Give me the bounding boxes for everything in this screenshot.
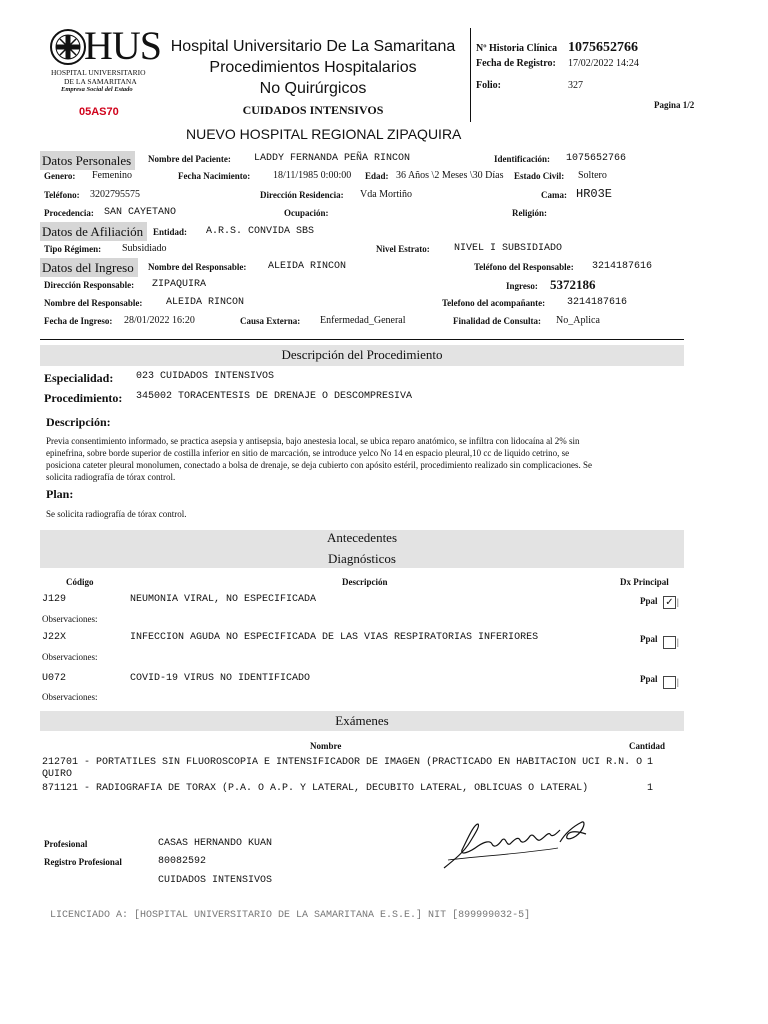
fecha-registro-label: Fecha de Registro:	[476, 58, 556, 69]
procedencia-value: SAN CAYETANO	[104, 207, 177, 218]
logo-subtitle-2: DE LA SAMARITANA	[64, 77, 137, 86]
especialidad-label: Especialidad:	[44, 371, 114, 385]
identificacion-value: 1075652766	[566, 153, 627, 164]
profesional-especialidad: CUIDADOS INTENSIVOS	[158, 875, 273, 886]
genero-label: Genero:	[44, 171, 76, 181]
telefono-label: Teléfono:	[44, 190, 80, 200]
examen-line: 212701 - PORTATILES SIN FLUOROSCOPIA E INTENSIFICADOR DE IMAGEN (PRACTICADO EN HABITACION UCI R.N. O	[42, 757, 643, 768]
hospital-name: NUEVO HOSPITAL REGIONAL ZIPAQUIRA	[186, 126, 462, 142]
fecha-ingreso-value: 28/01/2022 16:20	[124, 315, 195, 326]
diag-descripcion: INFECCION AGUDA NO ESPECIFICADA DE LAS VIAS RESPIRATORIAS INFERIORES	[130, 632, 539, 643]
telefono-responsable-label: Teléfono del Responsable:	[474, 262, 574, 272]
examen-cantidad: 1	[647, 783, 654, 794]
observaciones-label: Observaciones:	[42, 652, 98, 662]
entidad-value: A.R.S. CONVIDA SBS	[206, 226, 315, 237]
examenes-title: Exámenes	[335, 713, 389, 728]
section-divider	[40, 339, 684, 340]
causa-externa-label: Causa Externa:	[240, 316, 301, 326]
telefono-acompanante-value: 3214187616	[567, 297, 628, 308]
section-datos-personales: Datos Personales	[40, 151, 135, 170]
fecha-ingreso-label: Fecha de Ingreso:	[44, 316, 113, 326]
procedimiento-value: 345002 TORACENTESIS DE DRENAJE O DESCOMPRESIVA	[136, 391, 413, 402]
diag-codigo: J22X	[42, 632, 67, 643]
direccion-responsable-value: ZIPAQUIRA	[152, 279, 207, 290]
finalidad-label: Finalidad de Consulta:	[453, 316, 542, 326]
examen-cantidad: 1	[647, 757, 654, 768]
descripcion-label: Descripción:	[46, 415, 111, 429]
registro-label: Registro Profesional	[44, 857, 122, 867]
responsable-2-value: ALEIDA RINCON	[166, 297, 245, 308]
section-datos-ingreso: Datos del Ingreso	[40, 258, 138, 277]
dx-principal-checkbox[interactable]: ✓	[663, 596, 676, 609]
dx-principal-checkbox[interactable]	[663, 636, 676, 649]
ppal-label: Ppal	[640, 596, 658, 606]
procedencia-label: Procedencia:	[44, 208, 94, 218]
checkbox-edge: |	[677, 637, 679, 647]
edad-label: Edad:	[365, 171, 389, 181]
fnac-label: Fecha Nacimiento:	[178, 171, 251, 181]
header-divider	[470, 28, 471, 122]
religion-label: Religión:	[512, 208, 548, 218]
page-number: Pagina 1/2	[654, 100, 695, 110]
responsable-2-label: Nombre del Responsable:	[44, 298, 143, 308]
telefono-acompanante-label: Telefono del acompañante:	[442, 298, 546, 308]
tipo-regimen-label: Tipo Régimen:	[44, 244, 102, 254]
descripcion-line-1: Previa consentimiento informado, se practica asepsia y antisepsia, bajo anestesia local, se ubica reparo anatómico, se infiltra con lidocaína al 2% sin	[46, 436, 580, 446]
estado-civil-value: Soltero	[578, 170, 607, 181]
historia-value: 1075652766	[568, 40, 638, 55]
identificacion-label: Identificación:	[494, 154, 550, 164]
checkbox-edge: |	[677, 597, 679, 607]
ingreso-label: Ingreso:	[506, 281, 538, 291]
folio-label: Folio:	[476, 80, 502, 91]
descripcion-line-2: epinefrina, sobre borde superior de costilla inferior en sitio de marcación, se introduce yelco No 14 en espacio pleural,10 cc de liquido cetrino, se	[46, 448, 570, 458]
col-nombre: Nombre	[310, 741, 342, 751]
col-descripcion: Descripción	[342, 577, 388, 587]
finalidad-value: No_Aplica	[556, 315, 600, 326]
ingreso-value: 5372186	[550, 277, 596, 292]
license-footer: LICENCIADO A: [HOSPITAL UNIVERSITARIO DE LA SAMARITANA E.S.E.] NIT [899999032-5]	[50, 910, 531, 921]
fnac-value: 18/11/1985 0:00:00	[273, 170, 352, 181]
diagnosticos-title: Diagnósticos	[328, 551, 396, 566]
descripcion-line-3: posiciona cateter pleural monolumen, conectado a bolsa de drenaje, se deja cubierto con apósito estéril, procedimiento realizado sin complicaciones. Se	[46, 460, 593, 470]
telefono-value: 3202795575	[90, 189, 140, 200]
logo-subtitle-3: Empresa Social del Estado	[61, 86, 133, 93]
nombre-label: Nombre del Paciente:	[148, 154, 231, 164]
nivel-estrato-value: NIVEL I SUBSIDIADO	[454, 243, 563, 254]
ppal-label: Ppal	[640, 674, 658, 684]
direccion-residencia-label: Dirección Residencia:	[260, 190, 344, 200]
observaciones-label: Observaciones:	[42, 692, 98, 702]
signature-image	[440, 812, 590, 876]
col-codigo: Código	[66, 577, 94, 587]
document-title: Procedimientos Hospitalarios	[209, 59, 417, 76]
col-dx-principal: Dx Principal	[620, 577, 669, 587]
plan-label: Plan:	[46, 487, 74, 501]
diag-codigo: U072	[42, 673, 67, 684]
col-cantidad: Cantidad	[629, 741, 666, 751]
nivel-estrato-label: Nivel Estrato:	[376, 244, 430, 254]
responsable-value: ALEIDA RINCON	[268, 261, 347, 272]
responsable-label: Nombre del Responsable:	[148, 262, 247, 272]
checkbox-edge: |	[677, 677, 679, 687]
descripcion-line-4: solicita radiografía de tórax control.	[46, 472, 176, 482]
direccion-responsable-label: Dirección Responsable:	[44, 280, 135, 290]
especialidad-value: 023 CUIDADOS INTENSIVOS	[136, 371, 275, 382]
diag-codigo: J129	[42, 594, 67, 605]
direccion-residencia-value: Vda Mortiño	[360, 189, 412, 200]
ocupacion-label: Ocupación:	[284, 208, 329, 218]
nombre-value: LADDY FERNANDA PEÑA RINCON	[254, 153, 411, 164]
entidad-label: Entidad:	[153, 227, 188, 237]
cama-value: HR03E	[576, 187, 613, 201]
causa-externa-value: Enfermedad_General	[320, 315, 406, 326]
tipo-regimen-value: Subsidiado	[122, 243, 167, 254]
registro-value: 80082592	[158, 856, 207, 867]
hospital-seal-icon	[50, 27, 86, 67]
fecha-registro-value: 17/02/2022 14:24	[568, 58, 639, 69]
form-code: 05AS70	[79, 106, 119, 118]
procedimiento-label: Procedimiento:	[44, 391, 123, 405]
plan-value: Se solicita radiografía de tórax control.	[46, 509, 187, 519]
folio-value: 327	[568, 80, 583, 91]
hospital-logo	[48, 23, 162, 96]
procedimiento-section-title: Descripción del Procedimiento	[281, 347, 443, 362]
estado-civil-label: Estado Civil:	[514, 171, 565, 181]
profesional-label: Profesional	[44, 839, 88, 849]
observaciones-label: Observaciones:	[42, 614, 98, 624]
antecedentes-title: Antecedentes	[326, 530, 398, 545]
examen-line: 871121 - RADIOGRAFIA DE TORAX (P.A. O A.P. Y LATERAL, DECUBITO LATERAL, OBLICUAS O LATERAL)	[42, 783, 589, 794]
edad-value: 36 Años \2 Meses \30 Días	[396, 170, 504, 181]
diag-descripcion: NEUMONIA VIRAL, NO ESPECIFICADA	[130, 594, 317, 605]
genero-value: Femenino	[92, 170, 132, 181]
logo-text: HUS	[84, 23, 162, 68]
cama-label: Cama:	[541, 190, 567, 200]
historia-label: Nº Historia Clínica	[476, 43, 558, 54]
examen-line-cont: QUIRO	[42, 769, 73, 780]
section-datos-afiliacion: Datos de Afiliación	[40, 222, 147, 241]
unit-name: CUIDADOS INTENSIVOS	[242, 103, 384, 117]
document-subtitle: No Quirúrgicos	[259, 80, 367, 97]
diag-descripcion: COVID-19 VIRUS NO IDENTIFICADO	[130, 673, 311, 684]
logo-subtitle-1: HOSPITAL UNIVERSITARIO	[51, 68, 146, 77]
ppal-label: Ppal	[640, 634, 658, 644]
hospital-title: Hospital Universitario De La Samaritana	[170, 38, 456, 55]
telefono-responsable-value: 3214187616	[592, 261, 653, 272]
profesional-value: CASAS HERNANDO KUAN	[158, 838, 273, 849]
dx-principal-checkbox[interactable]	[663, 676, 676, 689]
